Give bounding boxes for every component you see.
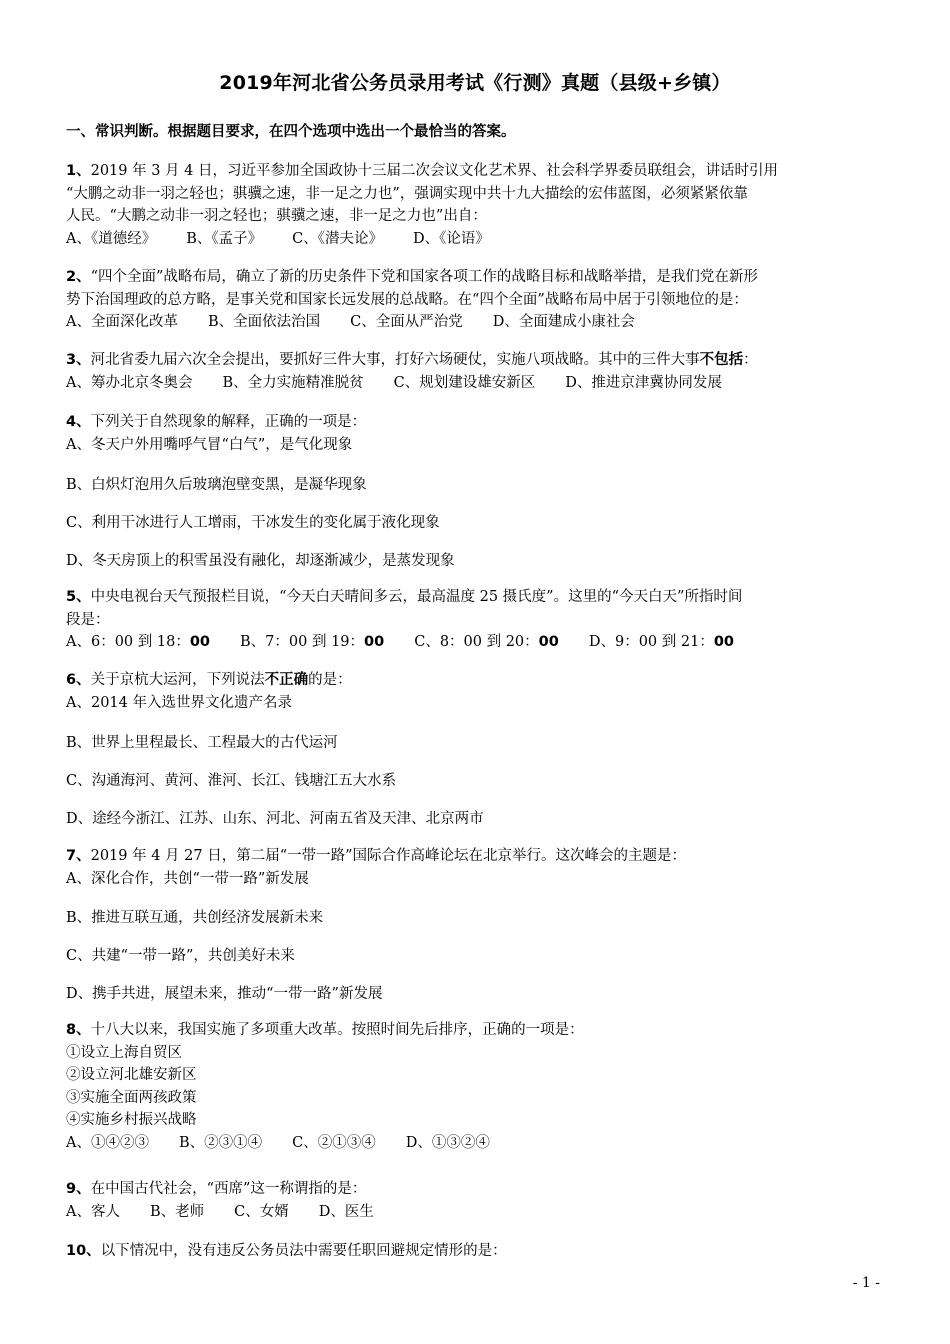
- question-7-option-d: D、携手共进，展望未来，推动“一带一路”新发展: [66, 986, 383, 1002]
- question-7-option-b: B、推进互联互通，共创经济发展新未来: [66, 910, 324, 926]
- question-5-options: [66, 631, 886, 654]
- question-7-stem: 7、2019 年 4 月 27 日，第二届“一带一路”国际合作高峰论坛在北京举行。这次峰会的主题是：: [66, 848, 687, 864]
- option-b: B、②③①④: [178, 1134, 263, 1151]
- option-c: C、女婿: [234, 1203, 289, 1220]
- option-a: A、6：00 到 18：00: [66, 634, 211, 650]
- question-6-stem: 6、关于京杭大运河，下列说法不正确的是：: [66, 672, 352, 688]
- question-3-options: [66, 372, 886, 395]
- question-6-option-d: D、途经今浙江、江苏、山东、河北、河南五省及天津、北京两市: [66, 811, 484, 827]
- option-a: A、①④②③: [66, 1134, 149, 1151]
- option-b: B、老师: [149, 1203, 205, 1220]
- question-2-line-2: 势下治国理政的总方略，是事关党和国家长远发展的总战略。在“四个全面”战略布局中居于引领地位的是：: [66, 291, 748, 308]
- option-b: B、全面依法治国: [207, 314, 321, 330]
- question-6-option-b: B、世界上里程最长、工程最大的古代运河: [66, 735, 338, 751]
- question-8-item-1: ①设立上海自贸区: [66, 1044, 182, 1061]
- option-d: D、①③②④: [405, 1134, 490, 1151]
- question-2-options: [66, 311, 886, 334]
- option-c: C、全面从严治党: [350, 314, 463, 330]
- question-2-line-1: 2、“四个全面”战略布局，确立了新的历史条件下党和国家各项工作的战略目标和战略举措，是我们党在新形: [66, 269, 758, 285]
- page-number: - 1 -: [852, 1275, 880, 1291]
- question-9-stem: 9、在中国古代社会，“西席”这一称谓指的是：: [66, 1181, 367, 1197]
- option-b: B、全力实施精准脱贫: [222, 374, 364, 391]
- question-8: [66, 1019, 886, 1154]
- option-c: C、规划建设雄安新区: [393, 374, 536, 391]
- question-4: [66, 411, 886, 456]
- option-d: D、9：00 到 21：00: [588, 634, 735, 650]
- question-4-option-d: D、冬天房顶上的积雪虽没有融化，却逐渐减少，是蒸发现象: [66, 553, 455, 569]
- question-9-options: [66, 1201, 886, 1224]
- option-d: D、全面建成小康社会: [492, 314, 635, 330]
- document-title: 2019年河北省公务员录用考试《行测》真题（县级+乡镇）: [219, 72, 731, 94]
- option-c: C、②①③④: [292, 1134, 376, 1151]
- question-8-item-4: ④实施乡村振兴战略: [66, 1112, 197, 1128]
- option-c: C、《潜夫论》: [292, 230, 383, 247]
- option-b: B、7：00 到 19：00: [240, 634, 385, 650]
- option-b: B、《孟子》: [186, 230, 263, 247]
- question-2: [66, 266, 886, 334]
- option-a: A、客人: [66, 1203, 120, 1220]
- question-8-options: [66, 1132, 886, 1155]
- question-7: [66, 845, 886, 890]
- question-5-line-1: 5、中央电视台天气预报栏目说，“今天白天晴间多云，最高温度 25 摄氏度”。这里的“今天白天”所指时间: [66, 589, 743, 605]
- question-3-stem: 3、河北省委九届六次全会提出，要抓好三件大事，打好六场硬仗，实施八项战略。其中的三件大事不包括：: [66, 352, 758, 368]
- option-a: A、筹办北京冬奥会: [66, 374, 193, 391]
- option-a: A、《道德经》: [66, 230, 157, 247]
- option-a: A、全面深化改革: [66, 314, 178, 330]
- question-3: [66, 349, 886, 394]
- question-4-option-b: B、白炽灯泡用久后玻璃泡壁变黑，是凝华现象: [66, 477, 367, 493]
- emphasis-text: 不包括: [699, 352, 744, 368]
- option-a: A、冬天户外用嘴呼气冒“白气”，是气化现象: [66, 436, 353, 453]
- question-9: [66, 1178, 886, 1223]
- option-a: A、2014 年入选世界文化遗产名录: [66, 694, 292, 711]
- question-10-stem: 10、以下情况中，没有违反公务员法中需要任职回避规定情形的是：: [66, 1243, 507, 1259]
- question-5: [66, 586, 886, 654]
- section-heading: 一、常识判断。根据题目要求，在四个选项中选出一个最恰当的答案。: [66, 124, 516, 140]
- option-d: D、《论语》: [413, 230, 490, 247]
- question-1-line-1: 1、2019 年 3 月 4 日，习近平参加全国政协十三届二次会议文化艺术界、社会科学界委员联组会，讲话时引用: [66, 163, 778, 179]
- question-6: [66, 669, 886, 714]
- question-10: [66, 1240, 886, 1263]
- question-4-stem: 4、下列关于自然现象的解释，正确的一项是：: [66, 414, 367, 430]
- option-c: C、8：00 到 20：00: [414, 634, 559, 650]
- question-6-option-c: C、沟通海河、黄河、淮河、长江、钱塘江五大水系: [66, 773, 397, 789]
- emphasis-text: 不正确: [264, 672, 309, 688]
- question-5-line-2: 段是：: [66, 611, 110, 628]
- question-8-item-2: ②设立河北雄安新区: [66, 1067, 197, 1083]
- option-d: D、医生: [318, 1203, 374, 1220]
- option-a: A、深化合作，共创“一带一路”新发展: [66, 870, 309, 887]
- question-1-line-2: “大鹏之动非一羽之轻也；骐骥之速，非一足之力也”，强调实现中共十九大描绘的宏伟蓝图，必须紧紧依靠: [66, 185, 748, 202]
- option-d: D、推进京津冀协同发展: [565, 374, 722, 391]
- question-8-stem: 8、十八大以来，我国实施了多项重大改革。按照时间先后排序，正确的一项是：: [66, 1022, 584, 1038]
- question-7-option-c: C、共建“一带一路”，共创美好未来: [66, 948, 295, 964]
- question-8-item-3: ③实施全面两孩政策: [66, 1089, 197, 1106]
- question-1-options: [66, 228, 886, 251]
- question-4-option-c: C、利用干冰进行人工增雨，干冰发生的变化属于液化现象: [66, 515, 440, 531]
- question-1: [66, 160, 886, 250]
- question-1-line-3: 人民。“大鹏之动非一羽之轻也；骐骥之速，非一足之力也”出自：: [66, 208, 487, 224]
